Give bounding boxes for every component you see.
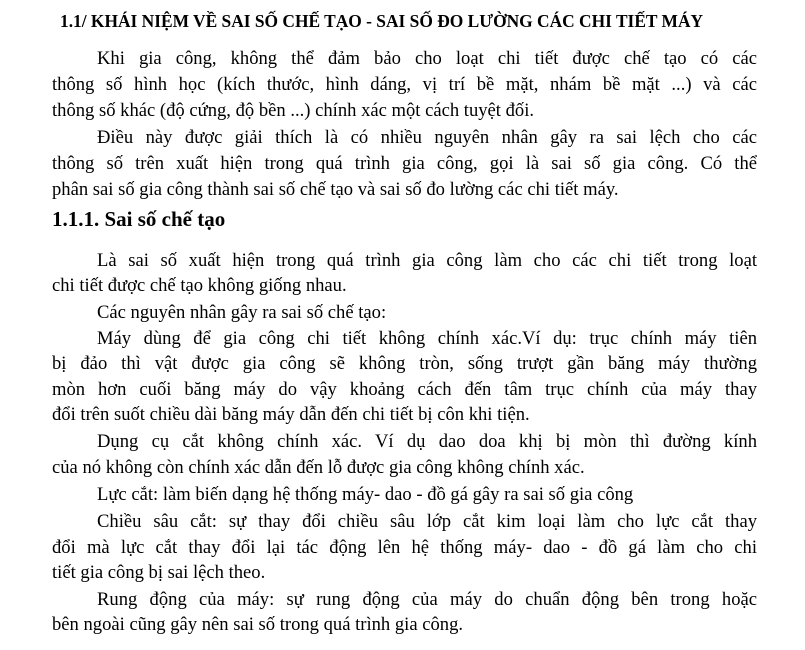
section-title: 1.1/ KHÁI NIỆM VỀ SAI SỐ CHẾ TẠO - SAI SỐ ĐO LƯỜNG CÁC CHI TIẾT MÁY (60, 11, 704, 31)
text-line: Dụng cụ cắt không chính xác. Ví dụ dao doa khị bị mòn thì đường kính (97, 431, 757, 452)
text-line: Khi gia công, không thể đảm bảo cho loạt chi tiết được chế tạo có các (97, 48, 757, 69)
text-line: đổi mà lực cắt thay đổi lại tác động lên hệ thống máy- dao - đồ gá làm cho chi (52, 537, 757, 558)
text-line: Các nguyên nhân gây ra sai số chế tạo: (97, 302, 387, 323)
text-line: Lực cắt: làm biến dạng hệ thống máy- dao - đồ gá gây ra sai số gia công (97, 484, 634, 505)
subsection-title: 1.1.1. Sai số chế tạo (52, 207, 226, 231)
text-line: Là sai số xuất hiện trong quá trình gia công làm cho các chi tiết trong loạt (97, 250, 757, 271)
text-line: bên ngoài cũng gây nên sai số trong quá trình gia công. (52, 614, 464, 635)
text-line: đổi trên suốt chiều dài băng máy dẫn đến chi tiết bị côn khi tiện. (52, 404, 530, 425)
text-line: chi tiết được chế tạo không giống nhau. (52, 275, 347, 296)
text-line: phân sai số gia công thành sai số chế tạo và sai số đo lường các chi tiết máy. (52, 179, 619, 200)
text-line: bị đảo thì vật được gia công sẽ không tròn, sống trượt gần băng máy thường (52, 353, 757, 374)
text-line: tiết gia công bị sai lệch theo. (52, 562, 266, 583)
text-line: thông số khác (độ cứng, độ bền ...) chính xác một cách tuyệt đối. (52, 100, 535, 121)
text-line: Máy dùng để gia công chi tiết không chính xác.Ví dụ: trục chính máy tiên (97, 328, 757, 349)
text-line: thông số hình học (kích thước, hình dáng, vị trí bề mặt, nhám bề mặt ...) và các (52, 74, 757, 95)
text-line: thông số trên xuất hiện trong quá trình gia công, gọi là sai số gia công. Có thể (52, 153, 757, 174)
text-line: Rung động của máy: sự rung động của máy do chuẩn động bên trong hoặc (97, 589, 757, 610)
text-line: Chiều sâu cắt: sự thay đổi chiều sâu lớp cắt kim loại làm cho lực cắt thay (97, 511, 757, 532)
text-line: Điều này được giải thích là có nhiều nguyên nhân gây ra sai lệch cho các (97, 127, 757, 148)
text-line: của nó không còn chính xác dẫn đến lỗ được gia công không chính xác. (52, 457, 585, 478)
text-line: mòn hơn cuối băng máy do vậy khoảng cách đến tâm trục chính của máy thay (52, 379, 757, 400)
